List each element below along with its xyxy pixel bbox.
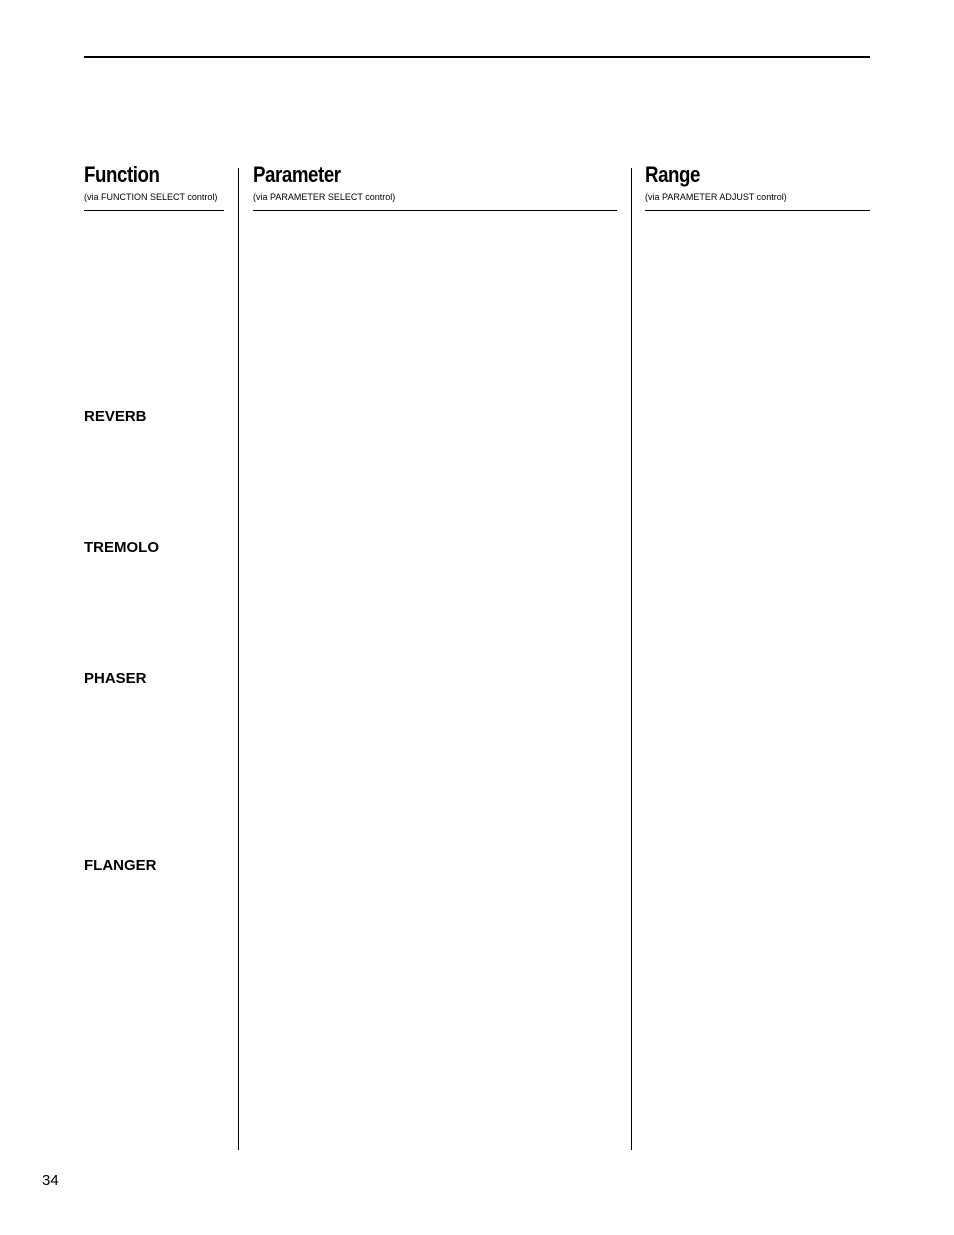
function-label-phaser: PHASER bbox=[84, 670, 147, 687]
function-column-header bbox=[84, 162, 217, 203]
parameter-column-header bbox=[253, 162, 395, 203]
function-label-flanger: FLANGER bbox=[84, 857, 157, 874]
top-rule bbox=[84, 56, 870, 58]
range-column-title: Range bbox=[645, 162, 701, 187]
function-label-tremolo: TREMOLO bbox=[84, 539, 159, 556]
column-divider-left bbox=[238, 168, 239, 1150]
function-column-title: Function bbox=[84, 162, 160, 187]
parameter-column-subtitle: (via PARAMETER SELECT control) bbox=[253, 192, 396, 202]
range-column-subtitle: (via PARAMETER ADJUST control) bbox=[645, 192, 787, 202]
parameter-column-title: Parameter bbox=[253, 162, 341, 187]
function-column-subtitle: (via FUNCTION SELECT control) bbox=[84, 192, 218, 202]
parameter-column-underline bbox=[253, 210, 617, 211]
function-label-reverb: REVERB bbox=[84, 408, 147, 425]
range-column-underline bbox=[645, 210, 870, 211]
page-number: 34 bbox=[42, 1172, 59, 1189]
range-column-header bbox=[645, 162, 787, 203]
column-divider-right bbox=[631, 168, 632, 1150]
function-column-underline bbox=[84, 210, 224, 211]
